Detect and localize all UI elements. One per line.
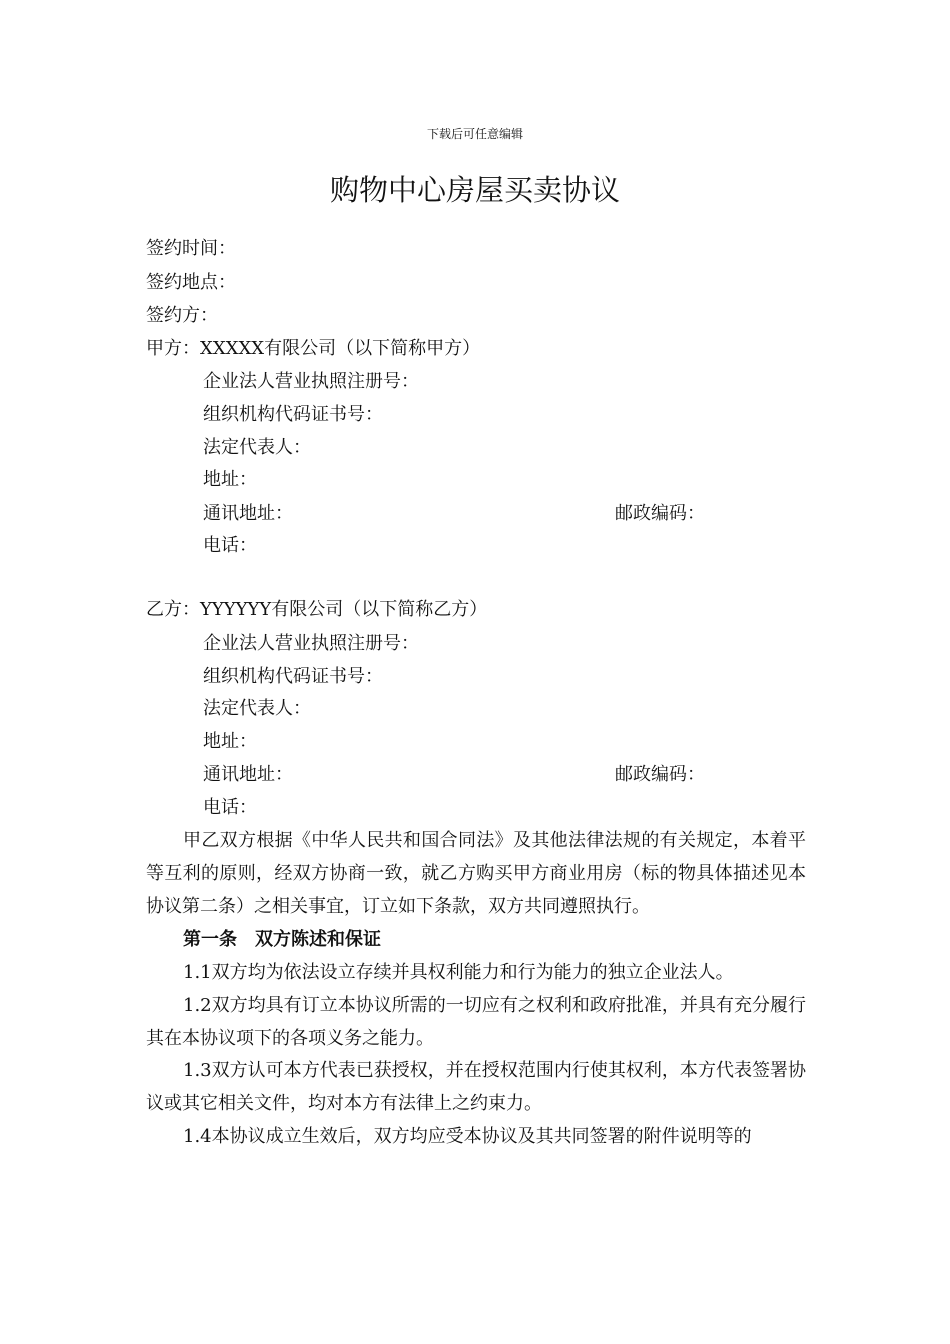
party-b-mail-address-label: 通讯地址： xyxy=(203,764,293,785)
party-a-license-label: 企业法人营业执照注册号： xyxy=(203,371,419,392)
signatories-label: 签约方： xyxy=(146,305,218,326)
party-b-license-label: 企业法人营业执照注册号： xyxy=(203,633,419,654)
clause-1-4: 1.4本协议成立生效后，双方均应受本协议及其共同签署的附件说明等的 xyxy=(183,1126,752,1147)
clause-1-2: 1.2双方均具有订立本协议所需的一切应有之权利和政府批准，并具有充分履行其在本协议项下的各项义务之能力。 xyxy=(146,995,806,1049)
party-a-heading: 甲方：XXXXX有限公司（以下简称甲方） xyxy=(146,338,481,359)
party-b-legal-rep-label: 法定代表人： xyxy=(203,698,311,719)
party-a-mail-address-label: 通讯地址： xyxy=(203,503,293,524)
document-title: 购物中心房屋买卖协议 xyxy=(329,173,620,207)
preamble-paragraph: 甲乙双方根据《中华人民共和国合同法》及其他法律法规的有关规定，本着平等互利的原则，经双方协商一致，就乙方购买甲方商业用房（标的物具体描述见本协议第二条）之相关事宜，订立如下条款，双方共同遵照执行。 xyxy=(146,830,806,917)
party-b-org-code-label: 组织机构代码证书号： xyxy=(203,666,383,687)
party-b-heading: 乙方：YYYYYY有限公司（以下简称乙方） xyxy=(146,599,488,620)
party-a-org-code-label: 组织机构代码证书号： xyxy=(203,404,383,425)
party-a-postcode-label: 邮政编码： xyxy=(615,503,705,524)
party-b-phone-label: 电话： xyxy=(203,797,257,818)
party-a-phone-label: 电话： xyxy=(203,535,257,556)
party-a-legal-rep-label: 法定代表人： xyxy=(203,437,311,458)
article-1-heading: 第一条 双方陈述和保证 xyxy=(183,929,381,950)
party-b-postcode-label: 邮政编码： xyxy=(615,764,705,785)
party-a-address-label: 地址： xyxy=(203,469,257,490)
clause-1-3: 1.3双方认可本方代表已获授权，并在授权范围内行使其权利，本方代表签署协议或其它相关文件，均对本方有法律上之约束力。 xyxy=(146,1060,806,1114)
sign-time-label: 签约时间： xyxy=(146,238,236,259)
party-b-address-label: 地址： xyxy=(203,731,257,752)
sign-place-label: 签约地点： xyxy=(146,272,236,293)
header-note: 下载后可任意编辑 xyxy=(426,127,523,141)
clause-1-1: 1.1双方均为依法设立存续并具权利能力和行为能力的独立企业法人。 xyxy=(183,962,734,983)
